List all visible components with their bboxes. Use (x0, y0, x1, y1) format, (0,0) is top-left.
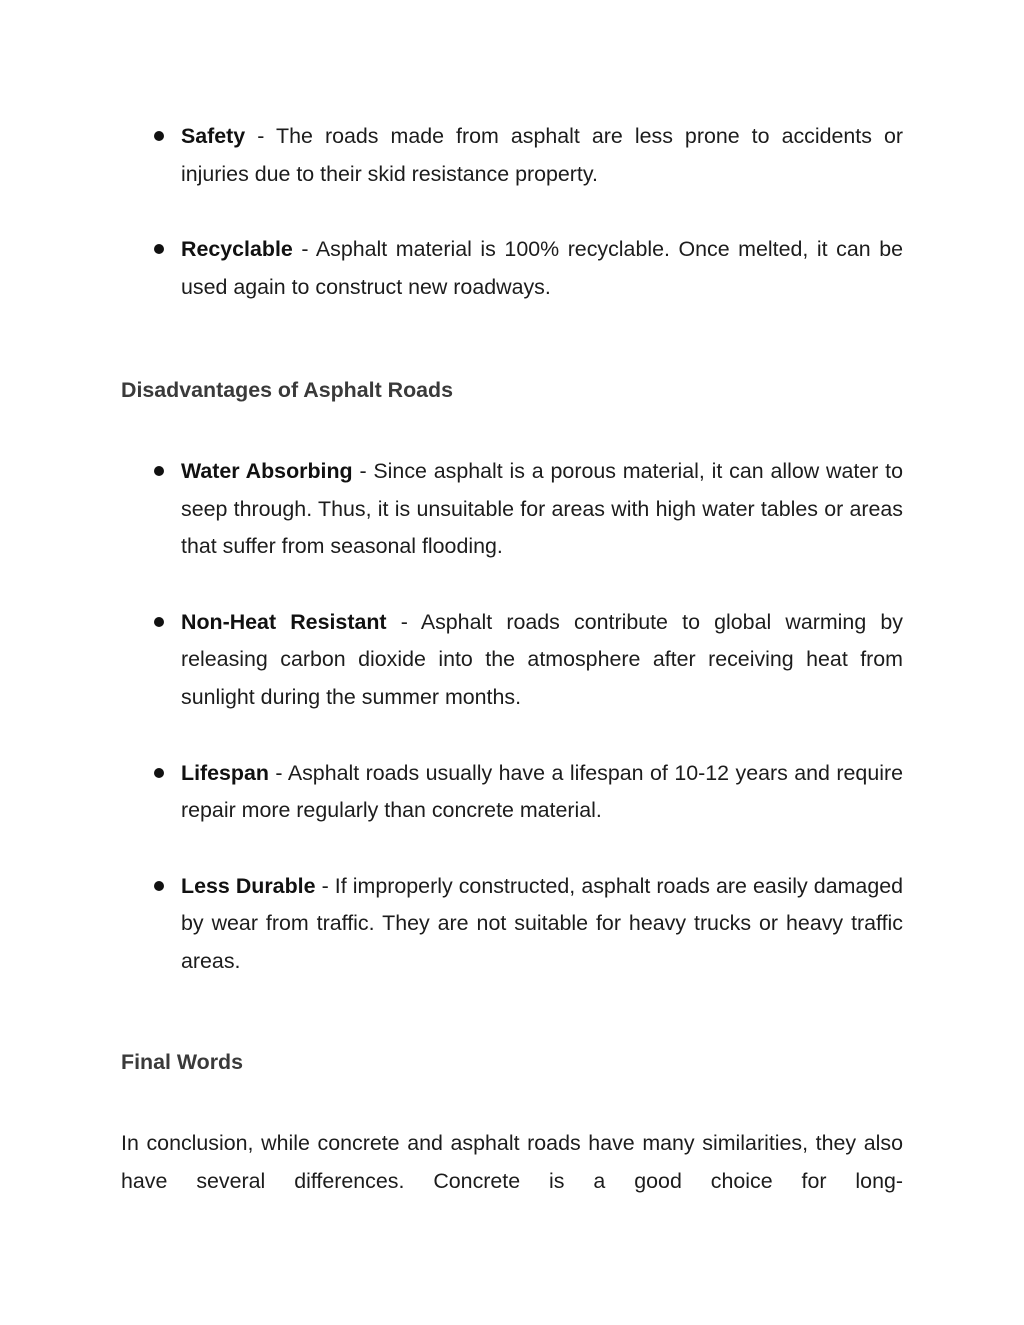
list-item-text (181, 868, 903, 981)
list-item-text (181, 755, 903, 830)
list-item-term: Safety (181, 124, 246, 148)
list-item-description: - Asphalt roads contribute to global warming by releasing carbon dioxide into the atmosphere after receiving heat from sunlight during the summer months. (181, 609, 903, 709)
list-item-term: Less Durable (181, 873, 316, 898)
list-item-term: Non-Heat Resistant (181, 609, 387, 634)
advantages-list (0, 118, 1024, 306)
disadvantages-list (0, 453, 1024, 981)
list-item-recyclable (0, 231, 1024, 306)
bullet-icon (154, 466, 164, 476)
list-item-term: Lifespan (181, 760, 269, 785)
list-item-lifespan (0, 755, 1024, 830)
list-item-term: Water Absorbing (181, 459, 353, 483)
list-item-safety (0, 118, 1024, 193)
list-item-text (181, 604, 903, 717)
conclusion-paragraph: In conclusion, while concrete and asphalt roads have many similarities, they also have several differences. Concrete is a good choice for long- (121, 1131, 903, 1193)
list-item-water-absorbing (0, 453, 1024, 566)
section-heading-disadvantages: Disadvantages of Asphalt Roads (121, 378, 454, 402)
section-heading-final-words: Final Words (121, 1050, 244, 1074)
bullet-icon (154, 768, 164, 778)
list-item-text (181, 453, 903, 566)
list-item-description: - The roads made from asphalt are less prone to accidents or injuries due to their skid resistance property. (181, 124, 903, 186)
list-item-description: - Since asphalt is a porous material, it can allow water to seep through. Thus, it is unsuitable for areas with high water tables or areas that suffer from seasonal flooding. (181, 459, 903, 559)
list-item-description: - Asphalt roads usually have a lifespan of 10-12 years and require repair more regularly than concrete material. (181, 760, 903, 823)
list-item-description: - Asphalt material is 100% recyclable. Once melted, it can be used again to construct new roadways. (181, 237, 903, 299)
list-item-less-durable (0, 868, 1024, 981)
list-item-non-heat-resistant (0, 604, 1024, 717)
list-item-text (181, 118, 903, 193)
list-item-term: Recyclable (181, 237, 293, 262)
bullet-icon (154, 244, 164, 254)
bullet-icon (154, 131, 164, 141)
list-item-text (181, 231, 903, 306)
bullet-icon (154, 881, 164, 891)
list-item-description: - If improperly constructed, asphalt roads are easily damaged by wear from traffic. They are not suitable for heavy trucks or heavy traffic areas. (181, 873, 904, 973)
bullet-icon (154, 617, 164, 627)
